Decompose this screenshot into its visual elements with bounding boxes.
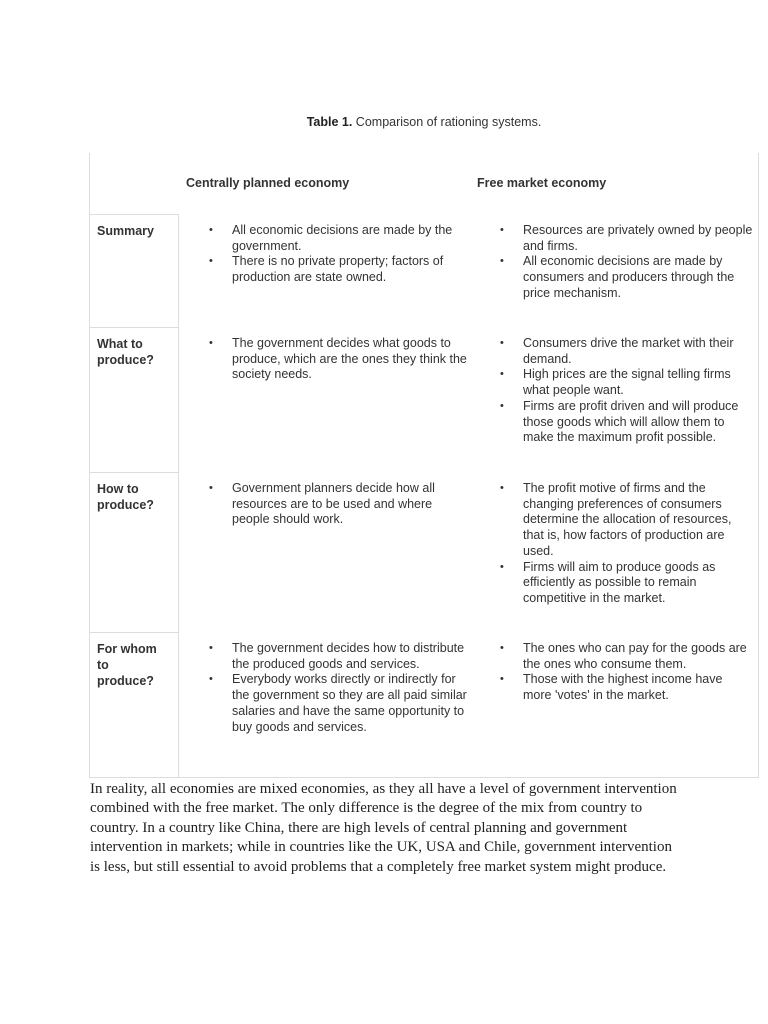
header-planned: Centrally planned economy — [186, 176, 350, 190]
list-item: • Everybody works directly or indirectly for the government so they are all paid similar salaries and have the same opportunity to buy goods and services. — [232, 672, 467, 735]
cell-planned-how — [232, 481, 464, 528]
row-label-for-whom — [90, 632, 179, 777]
cell-planned-what — [232, 336, 472, 383]
list-item: • There is no private property; factors of production are state owned. — [232, 254, 478, 285]
list-item: • The ones who can pay for the goods are the ones who consume them. — [523, 641, 753, 672]
list-item: • High prices are the signal telling firms what people want. — [523, 367, 755, 398]
list-item: • Firms are profit driven and will produce those goods which will allow them to make the maximum profit possible. — [523, 399, 755, 446]
table-caption — [0, 115, 768, 129]
row-label-text: What to produce? — [97, 337, 154, 367]
row-label-text: For whom to produce? — [97, 642, 157, 688]
row-label-text: Summary — [97, 224, 154, 238]
list-item: • Consumers drive the market with their demand. — [523, 336, 755, 367]
caption-text: Comparison of rationing systems. — [355, 115, 542, 129]
list-item: • The profit motive of firms and the changing preferences of consumers determine the allocation of resources, that is, how factors of production are used. — [523, 481, 751, 560]
row-label-text: How to produce? — [97, 482, 154, 512]
header-market: Free market economy — [477, 176, 607, 190]
list-item: • The government decides how to distribute the produced goods and services. — [232, 641, 467, 672]
row-label-summary — [90, 214, 179, 327]
cell-market-what — [523, 336, 755, 446]
list-item: • The government decides what goods to produce, which are the ones they think the society needs. — [232, 336, 472, 383]
body-paragraph — [90, 780, 680, 877]
list-item: • All economic decisions are made by consumers and producers through the price mechanism. — [523, 254, 753, 301]
paragraph-text: In reality, all economies are mixed economies, as they all have a level of government intervention combined with the free market. The only difference is the degree of the mix from country to country. In a country like China, there are high levels of central planning and government intervention in markets; while in countries like the UK, USA and Chile, government intervention is less, but still essential to avoid problems that a completely free market system might produce. — [90, 781, 677, 875]
row-label-what — [90, 327, 179, 472]
cell-market-summary — [523, 223, 753, 302]
list-item: • Those with the highest income have more 'votes' in the market. — [523, 672, 753, 703]
list-item: • All economic decisions are made by the government. — [232, 223, 478, 254]
cell-planned-for-whom — [232, 641, 467, 735]
comparison-table — [89, 153, 759, 778]
cell-planned-summary — [232, 223, 478, 286]
cell-market-for-whom — [523, 641, 753, 704]
list-item: • Firms will aim to produce goods as efficiently as possible to remain competitive in the market. — [523, 560, 751, 607]
list-item: • Government planners decide how all resources are to be used and where people should work. — [232, 481, 464, 528]
list-item: • Resources are privately owned by people and firms. — [523, 223, 753, 254]
row-label-how — [90, 472, 179, 632]
caption-label: Table 1. — [306, 115, 353, 129]
cell-market-how — [523, 481, 751, 607]
